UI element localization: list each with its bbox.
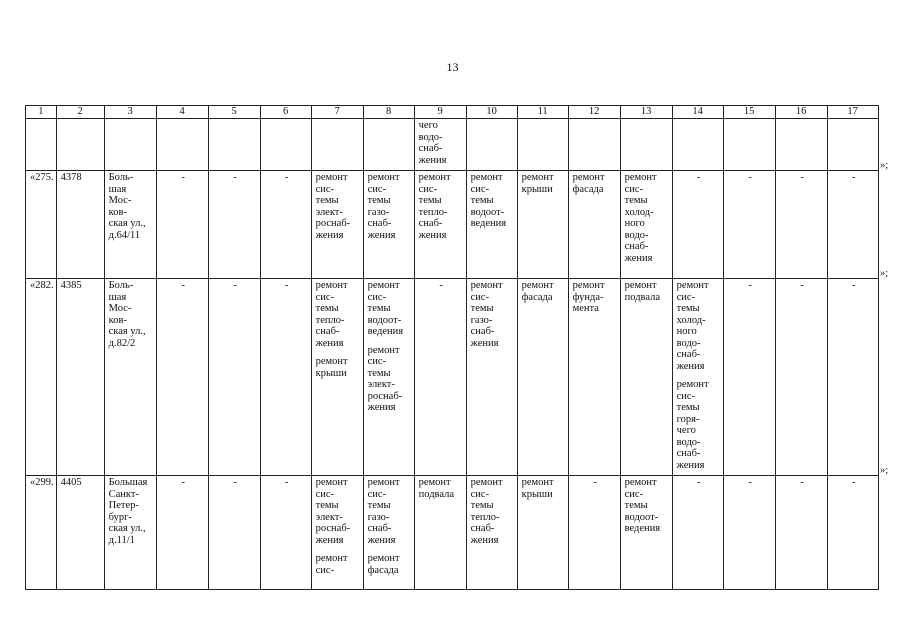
- table-cell: ремонт сис- темы элект- роснаб- жения ремонт сис-: [311, 476, 363, 590]
- row-end-quote: »;: [880, 268, 889, 279]
- col-header: 15: [723, 106, 775, 119]
- table-cell: ремонт сис- темы водоот- ведения ремонт сис- темы элект- роснаб- жения: [363, 279, 414, 476]
- table-cell: [466, 119, 517, 171]
- table-cell: -: [260, 476, 311, 590]
- table-cell: ремонт фасада: [517, 279, 568, 476]
- table-cell: [723, 119, 775, 171]
- table-row-282: [26, 279, 879, 476]
- col-header: 10: [466, 106, 517, 119]
- object-code: 4405: [56, 476, 104, 590]
- address-cell: Большая Санкт- Петер- бург- ская ул., д.11/1: [104, 476, 156, 590]
- table-cell: [363, 119, 414, 171]
- col-header: 16: [775, 106, 827, 119]
- row-number: «275.: [26, 171, 57, 279]
- table-cell: [311, 119, 363, 171]
- table-cell: -: [260, 279, 311, 476]
- row-number: «282.: [26, 279, 57, 476]
- table-cell: -: [827, 476, 878, 590]
- table-cell: -: [827, 279, 878, 476]
- table-row-299: [26, 476, 879, 590]
- table-cell: -: [723, 279, 775, 476]
- table-cell: -: [208, 279, 260, 476]
- table-cell: -: [672, 171, 723, 279]
- col-header: 6: [260, 106, 311, 119]
- row-number: «299.: [26, 476, 57, 590]
- col-header: 12: [568, 106, 620, 119]
- col-header: 17: [827, 106, 878, 119]
- table-cell: -: [156, 476, 208, 590]
- table-cell: [156, 119, 208, 171]
- table-cell: -: [723, 171, 775, 279]
- table-row-275: [26, 171, 879, 279]
- repair-schedule-table: [25, 105, 879, 590]
- row-end-quote: »;: [880, 465, 889, 476]
- table-cell: -: [208, 476, 260, 590]
- table-cell: ремонт крыши: [517, 171, 568, 279]
- table-cell: [26, 119, 57, 171]
- col-header: 14: [672, 106, 723, 119]
- table-cell: -: [775, 279, 827, 476]
- table-cell: -: [208, 171, 260, 279]
- col-header: 9: [414, 106, 466, 119]
- table-cell: [208, 119, 260, 171]
- table-cell: -: [156, 171, 208, 279]
- table-cell: ремонт сис- темы водоот- ведения: [466, 171, 517, 279]
- table-cell: [104, 119, 156, 171]
- col-header: 2: [56, 106, 104, 119]
- table-cell: ремонт фунда- мента: [568, 279, 620, 476]
- table-cell: [827, 119, 878, 171]
- col-header: 11: [517, 106, 568, 119]
- table-cell: ремонт сис- темы холод- ного водо- снаб- жения ремонт сис- темы горя- чего водо- снаб- жения: [672, 279, 723, 476]
- table-cell: -: [827, 171, 878, 279]
- object-code: 4385: [56, 279, 104, 476]
- table-row-continuation: [26, 119, 879, 171]
- table-cell: -: [568, 476, 620, 590]
- table-cell: ремонт сис- темы тепло- снаб- жения: [466, 476, 517, 590]
- table-cell: ремонт сис- темы элект- роснаб- жения: [311, 171, 363, 279]
- table-cell: ремонт сис- темы водоот- ведения: [620, 476, 672, 590]
- table-cell: [620, 119, 672, 171]
- table-cell: [568, 119, 620, 171]
- table-cell: [414, 119, 466, 171]
- address-cell: Боль- шая Мос- ков- ская ул., д.64/11: [104, 171, 156, 279]
- table-cell: -: [775, 171, 827, 279]
- page-number: 13: [446, 60, 459, 74]
- object-code: 4378: [56, 171, 104, 279]
- col-header: 7: [311, 106, 363, 119]
- col-header: 5: [208, 106, 260, 119]
- table-cell: ремонт подвала: [620, 279, 672, 476]
- row-end-quote: »;: [880, 160, 889, 171]
- table-cell: [775, 119, 827, 171]
- table-cell: -: [156, 279, 208, 476]
- table-cell: ремонт сис- темы газо- снаб- жения ремонт фасада: [363, 476, 414, 590]
- table-cell: -: [414, 279, 466, 476]
- table-cell: ремонт крыши: [517, 476, 568, 590]
- table-cell: ремонт сис- темы тепло- снаб- жения ремонт крыши: [311, 279, 363, 476]
- col-header: 3: [104, 106, 156, 119]
- table-cell: ремонт подвала: [414, 476, 466, 590]
- table-cell: [672, 119, 723, 171]
- table-cell: [56, 119, 104, 171]
- table-cell: -: [260, 171, 311, 279]
- col-header: 1: [26, 106, 57, 119]
- header-row: [26, 106, 879, 119]
- table-cell: ремонт фасада: [568, 171, 620, 279]
- col-header: 13: [620, 106, 672, 119]
- cell-text: чего водо- снаб- жения: [418, 120, 447, 166]
- col-header: 8: [363, 106, 414, 119]
- table-cell: ремонт сис- темы тепло- снаб- жения: [414, 171, 466, 279]
- table-cell: -: [775, 476, 827, 590]
- col-header: 4: [156, 106, 208, 119]
- address-cell: Боль- шая Мос- ков- ская ул., д.82/2: [104, 279, 156, 476]
- table-cell: [517, 119, 568, 171]
- table-cell: -: [672, 476, 723, 590]
- table-cell: -: [723, 476, 775, 590]
- table-cell: ремонт сис- темы газо- снаб- жения: [466, 279, 517, 476]
- table-cell: [260, 119, 311, 171]
- table-cell: ремонт сис- темы холод- ного водо- снаб- жения: [620, 171, 672, 279]
- table-cell: ремонт сис- темы газо- снаб- жения: [363, 171, 414, 279]
